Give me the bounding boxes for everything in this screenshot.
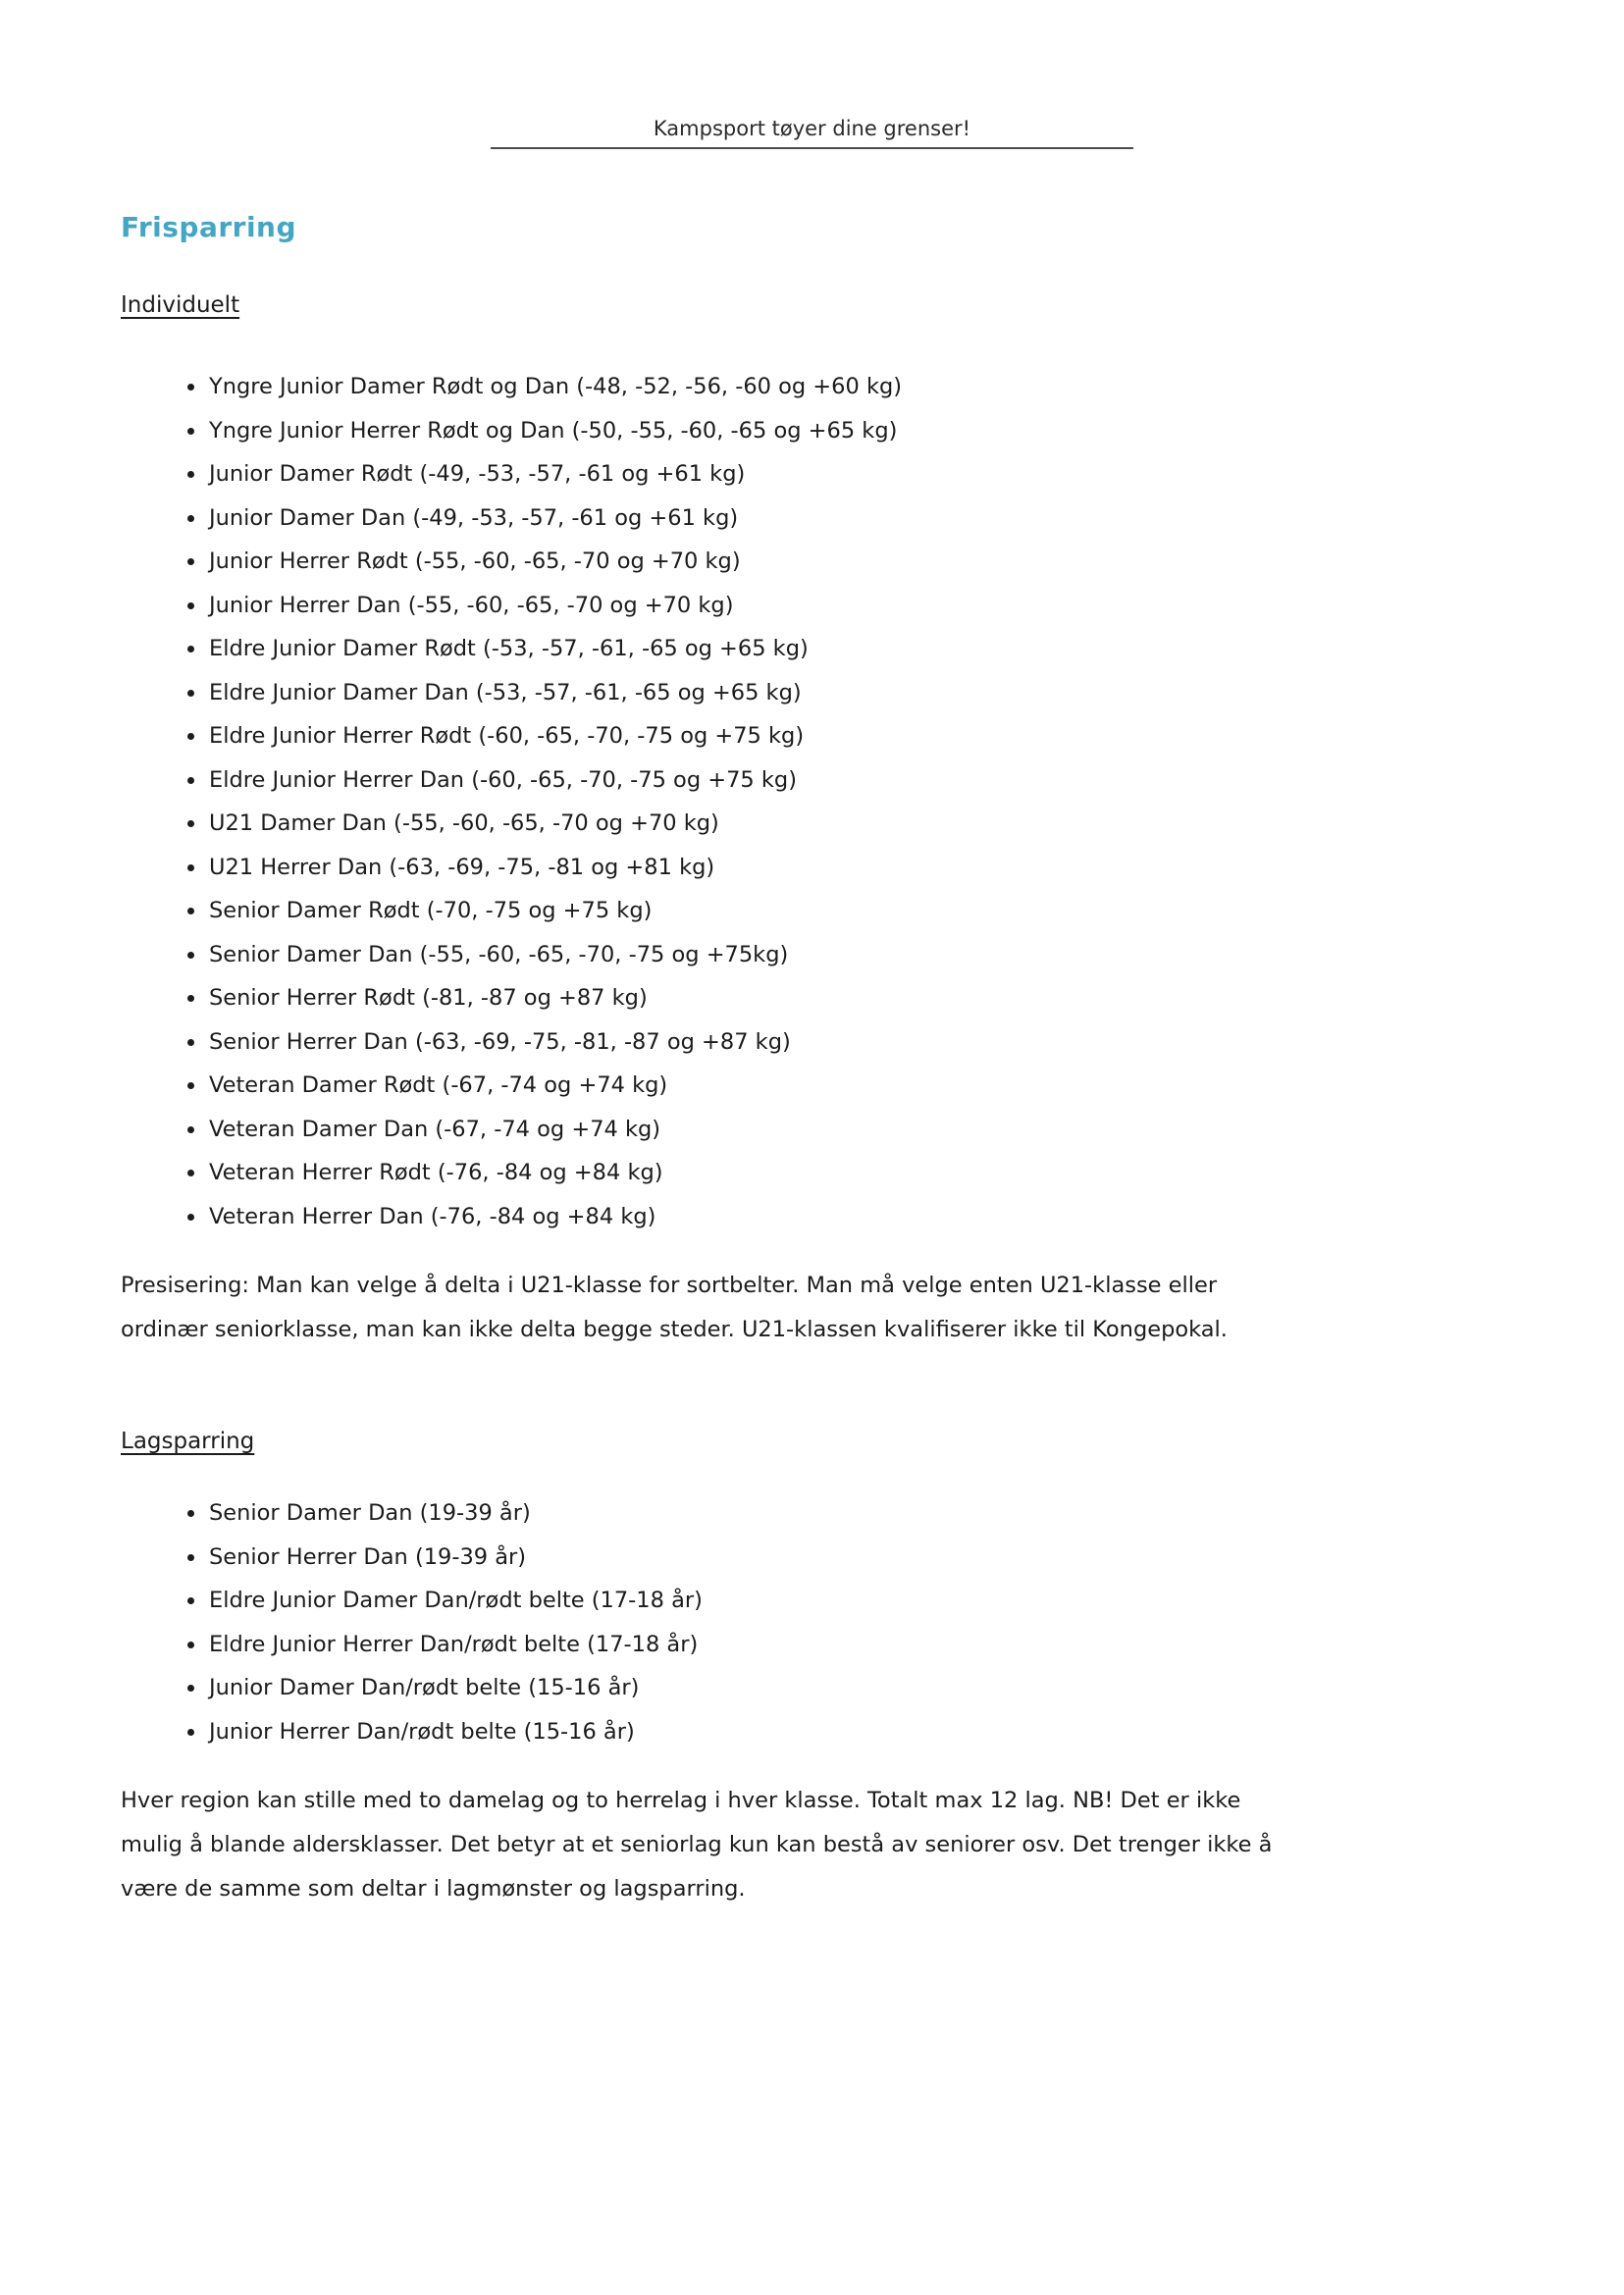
list-item: • Eldre Junior Damer Dan/rødt belte (17-18 år) bbox=[207, 1579, 1624, 1623]
list-item: • Junior Herrer Rødt (-55, -60, -65, -70 og +70 kg) bbox=[207, 540, 1624, 584]
list-item: • Veteran Damer Dan (-67, -74 og +74 kg) bbox=[207, 1108, 1624, 1152]
list-item: • Senior Damer Dan (19-39 år) bbox=[207, 1491, 1624, 1536]
list-item: • Senior Damer Dan (-55, -60, -65, -70, -75 og +75kg) bbox=[207, 933, 1624, 977]
list-item: • Eldre Junior Damer Rødt (-53, -57, -61, -65 og +65 kg) bbox=[207, 627, 1624, 671]
list-item: • Eldre Junior Herrer Dan (-60, -65, -70, -75 og +75 kg) bbox=[207, 758, 1624, 803]
individuelt-list bbox=[121, 365, 1624, 1238]
list-item: • Yngre Junior Herrer Rødt og Dan (-50, -55, -60, -65 og +65 kg) bbox=[207, 409, 1624, 453]
individuelt-note: Presisering: Man kan velge å delta i U21-klasse for sortbelter. Man må velge enten U21-klasse eller ordinær seniorklasse, man kan ikke delta begge steder. U21-klassen kvalifiserer ikke til Kongepokal. bbox=[121, 1273, 1228, 1342]
list-item: • Veteran Damer Rødt (-67, -74 og +74 kg) bbox=[207, 1064, 1624, 1108]
list-item: • U21 Herrer Dan (-63, -69, -75, -81 og +81 kg) bbox=[207, 846, 1624, 890]
list-item: • Junior Damer Dan/rødt belte (15-16 år) bbox=[207, 1666, 1624, 1710]
list-item: • Junior Herrer Dan (-55, -60, -65, -70 og +70 kg) bbox=[207, 584, 1624, 628]
list-item: • Yngre Junior Damer Rødt og Dan (-48, -52, -56, -60 og +60 kg) bbox=[207, 365, 1624, 409]
list-item: • U21 Damer Dan (-55, -60, -65, -70 og +70 kg) bbox=[207, 802, 1624, 846]
lagsparring-list bbox=[121, 1491, 1624, 1753]
list-item: • Senior Herrer Rødt (-81, -87 og +87 kg) bbox=[207, 976, 1624, 1020]
page-title: Frisparring bbox=[121, 211, 297, 243]
list-item: • Junior Damer Rødt (-49, -53, -57, -61 og +61 kg) bbox=[207, 452, 1624, 496]
section-heading-lagsparring: Lagsparring bbox=[121, 1429, 255, 1454]
list-item: • Senior Herrer Dan (-63, -69, -75, -81, -87 og +87 kg) bbox=[207, 1020, 1624, 1065]
list-item: • Eldre Junior Damer Dan (-53, -57, -61, -65 og +65 kg) bbox=[207, 671, 1624, 715]
list-item: • Veteran Herrer Rødt (-76, -84 og +84 kg) bbox=[207, 1151, 1624, 1195]
list-item: • Senior Damer Rødt (-70, -75 og +75 kg) bbox=[207, 889, 1624, 933]
list-item: • Senior Herrer Dan (19-39 år) bbox=[207, 1536, 1624, 1580]
header-tagline: Kampsport tøyer dine grenser! bbox=[653, 117, 971, 140]
lagsparring-note: Hver region kan stille med to damelag og to herrelag i hver klasse. Totalt max 12 lag. NB! Det er ikke mulig å blande aldersklasser. Det betyr at et seniorlag kun kan bestå av seniorer osv. Det trenger ikke å være de samme som deltar i lagmønster og lagsparring. bbox=[121, 1788, 1273, 1902]
list-item: • Eldre Junior Herrer Rødt (-60, -65, -70, -75 og +75 kg) bbox=[207, 714, 1624, 758]
section-heading-individuelt: Individuelt bbox=[121, 292, 240, 318]
list-item: • Junior Damer Dan (-49, -53, -57, -61 og +61 kg) bbox=[207, 496, 1624, 541]
header-rule bbox=[491, 116, 1133, 149]
list-item: • Eldre Junior Herrer Dan/rødt belte (17-18 år) bbox=[207, 1623, 1624, 1667]
list-item: • Veteran Herrer Dan (-76, -84 og +84 kg) bbox=[207, 1195, 1624, 1239]
list-item: • Junior Herrer Dan/rødt belte (15-16 år) bbox=[207, 1710, 1624, 1754]
